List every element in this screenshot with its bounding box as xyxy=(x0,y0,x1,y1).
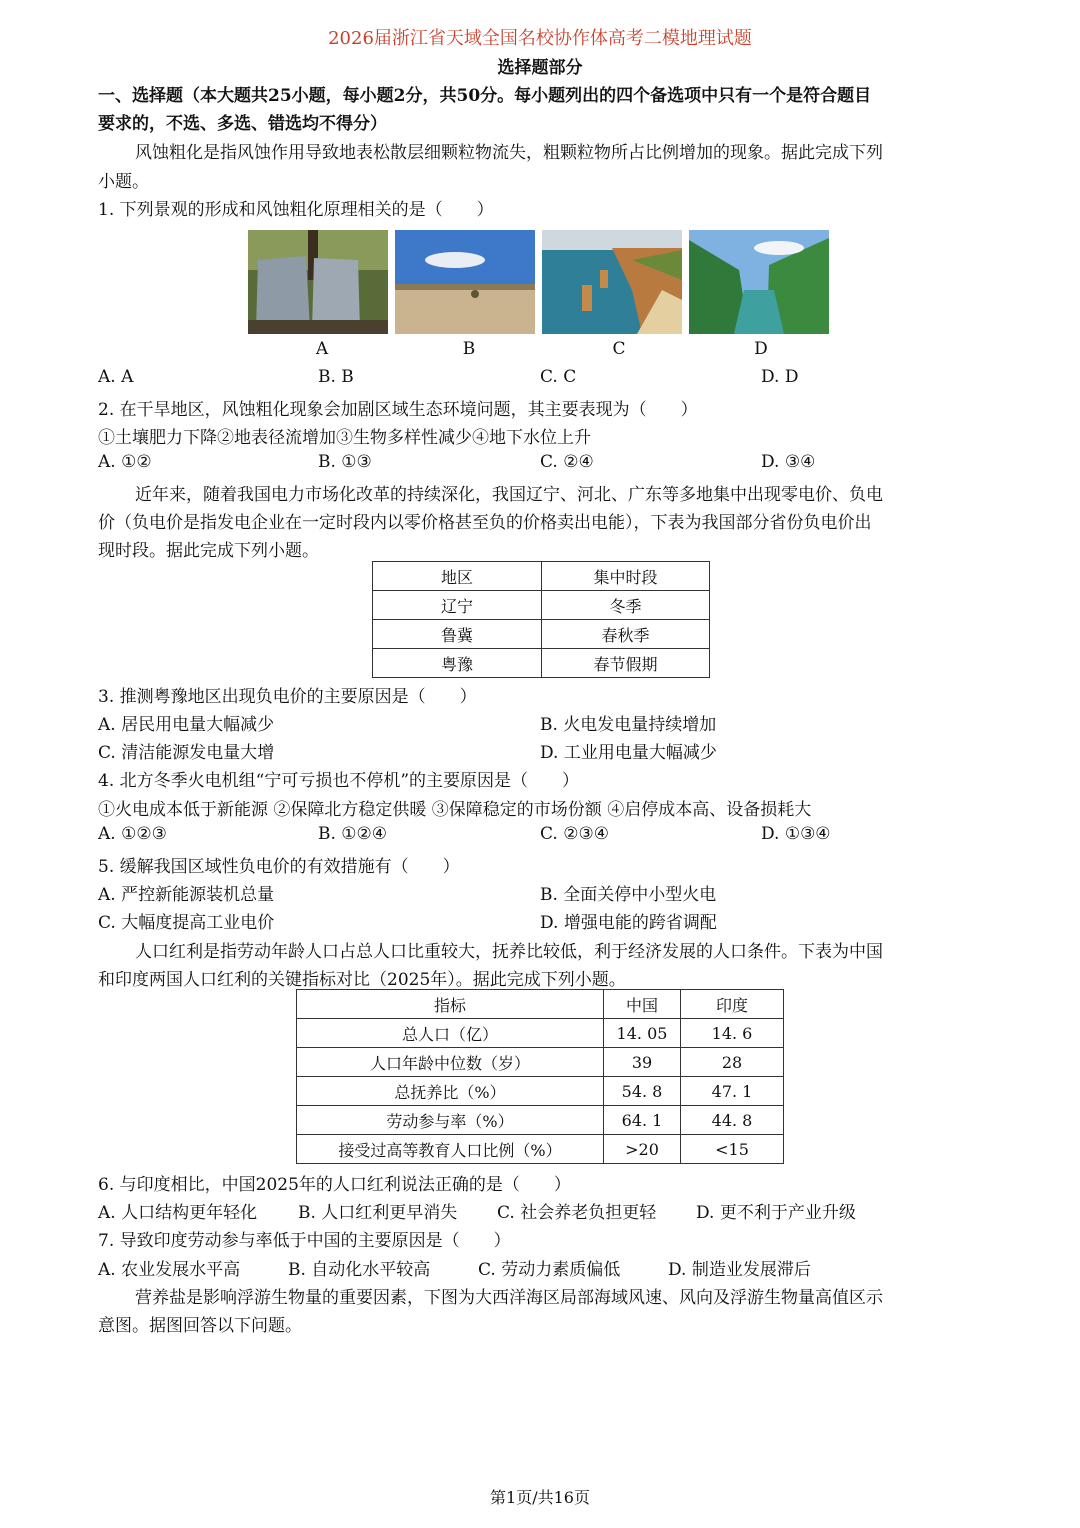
table-header-row xyxy=(373,562,710,591)
table-row xyxy=(297,1019,784,1048)
photo-label-d: D xyxy=(754,339,768,359)
q2-stem: 2. 在干旱地区，风蚀粗化现象会加剧区域生态环境问题，其主要表现为（ ） xyxy=(98,400,698,420)
q6-option-c: C. 社会养老负担更轻 xyxy=(497,1203,657,1223)
table-header-row xyxy=(297,990,784,1019)
intro1-line1: 风蚀粗化是指风蚀作用导致地表松散层细颗粒物流失，粗颗粒物所占比例增加的现象。据此完成下列 xyxy=(135,143,883,163)
photo-label-a: A xyxy=(315,339,329,359)
table-header-cell: 指标 xyxy=(297,990,604,1019)
table-row xyxy=(297,1135,784,1164)
table-cell: 人口年龄中位数（岁） xyxy=(297,1048,604,1077)
intro2-line3: 现时段。据此完成下列小题。 xyxy=(98,541,319,561)
table-cell: 47. 1 xyxy=(681,1077,784,1106)
intro3-line1: 人口红利是指劳动年龄人口占总人口比重较大，抚养比较低，利于经济发展的人口条件。下表为中国 xyxy=(135,942,883,962)
table-row xyxy=(297,1077,784,1106)
intro4-line2: 意图。据图回答以下问题。 xyxy=(98,1316,302,1336)
table-cell: <15 xyxy=(681,1135,784,1164)
table-row xyxy=(373,591,710,620)
table-cell: 14. 6 xyxy=(681,1019,784,1048)
table-cell: 44. 8 xyxy=(681,1106,784,1135)
table-cell: 总人口（亿） xyxy=(297,1019,604,1048)
q1-option-b: B. B xyxy=(318,367,354,387)
table-cell: 春节假期 xyxy=(542,649,710,678)
q3-option-d: D. 工业用电量大幅减少 xyxy=(540,743,717,763)
q2-option-c: C. ②④ xyxy=(540,452,594,472)
table-header-cell: 集中时段 xyxy=(542,562,710,591)
exam-title: 2026届浙江省天域全国名校协作体高考二模地理试题 xyxy=(328,28,752,49)
q5-option-d: D. 增强电能的跨省调配 xyxy=(540,913,717,933)
intro2-line2: 价（负电价是指发电企业在一定时段内以零价格甚至负的价格卖出电能），下表为我国部分省份负电价出 xyxy=(98,513,872,533)
q4-option-a: A. ①②③ xyxy=(98,824,167,844)
table-cell: 接受过高等教育人口比例（%） xyxy=(297,1135,604,1164)
q1-option-d: D. D xyxy=(761,367,799,387)
table-header-cell: 地区 xyxy=(373,562,542,591)
q4-option-c: C. ②③④ xyxy=(540,824,609,844)
table-cell: 春秋季 xyxy=(542,620,710,649)
table-cell: 劳动参与率（%） xyxy=(297,1106,604,1135)
q2-option-b: B. ①③ xyxy=(318,452,372,472)
q4-items: ①火电成本低于新能源 ②保障北方稳定供暖 ③保障稳定的市场份额 ④启停成本高、设备损耗大 xyxy=(98,800,812,820)
photo-d-river-gorge xyxy=(689,230,829,334)
table-cell: 总抚养比（%） xyxy=(297,1077,604,1106)
population-dividend-table xyxy=(296,989,784,1164)
intro3-line2: 和印度两国人口红利的关键指标对比（2025年）。据此完成下列小题。 xyxy=(98,970,626,990)
q4-stem: 4. 北方冬季火电机组“宁可亏损也不停机”的主要原因是（ ） xyxy=(98,771,580,791)
q7-option-b: B. 自动化水平较高 xyxy=(288,1260,431,1280)
table-cell: 54. 8 xyxy=(604,1077,681,1106)
section-heading-line2: 要求的，不选、多选、错选均不得分） xyxy=(98,114,387,134)
q4-option-b: B. ①②④ xyxy=(318,824,388,844)
table-cell: 28 xyxy=(681,1048,784,1077)
table-cell: 鲁冀 xyxy=(373,620,542,649)
table-header-cell: 印度 xyxy=(681,990,784,1019)
photo-label-c: C xyxy=(612,339,626,359)
q6-option-d: D. 更不利于产业升级 xyxy=(696,1203,856,1223)
q7-option-c: C. 劳动力素质偏低 xyxy=(478,1260,621,1280)
table-cell: 39 xyxy=(604,1048,681,1077)
table-row xyxy=(373,649,710,678)
photo-b-gravel-desert xyxy=(395,230,535,334)
q5-stem: 5. 缓解我国区域性负电价的有效措施有（ ） xyxy=(98,857,460,877)
q1-option-c: C. C xyxy=(540,367,577,387)
table-cell: 14. 05 xyxy=(604,1019,681,1048)
q4-option-d: D. ①③④ xyxy=(761,824,831,844)
table-cell: 辽宁 xyxy=(373,591,542,620)
table-row xyxy=(297,1106,784,1135)
table-row xyxy=(297,1048,784,1077)
q6-option-a: A. 人口结构更年轻化 xyxy=(98,1203,258,1223)
q7-stem: 7. 导致印度劳动参与率低于中国的主要原因是（ ） xyxy=(98,1231,511,1251)
q2-items: ①土壤肥力下降②地表径流增加③生物多样性减少④地下水位上升 xyxy=(98,428,591,448)
photo-a-stone-tablets xyxy=(248,230,388,334)
photo-c-sea-stacks xyxy=(542,230,682,334)
q3-option-c: C. 清洁能源发电量大增 xyxy=(98,743,275,763)
intro1-line2: 小题。 xyxy=(98,172,149,192)
q6-option-b: B. 人口红利更早消失 xyxy=(298,1203,458,1223)
intro2-line1: 近年来，随着我国电力市场化改革的持续深化，我国辽宁、河北、广东等多地集中出现零电价、负电 xyxy=(135,485,883,505)
q3-option-b: B. 火电发电量持续增加 xyxy=(540,715,717,735)
page-number: 第1页/共16页 xyxy=(490,1488,590,1507)
table-header-cell: 中国 xyxy=(604,990,681,1019)
table-row xyxy=(373,620,710,649)
q7-option-d: D. 制造业发展滞后 xyxy=(668,1260,811,1280)
q3-option-a: A. 居民用电量大幅减少 xyxy=(98,715,275,735)
table-cell: 粤豫 xyxy=(373,649,542,678)
q6-stem: 6. 与印度相比，中国2025年的人口红利说法正确的是（ ） xyxy=(98,1175,571,1195)
q3-stem: 3. 推测粤豫地区出现负电价的主要原因是（ ） xyxy=(98,687,477,707)
table-cell: 冬季 xyxy=(542,591,710,620)
q1-option-a: A. A xyxy=(98,367,134,387)
q7-option-a: A. 农业发展水平高 xyxy=(98,1260,241,1280)
section-subtitle: 选择题部分 xyxy=(497,58,583,78)
intro4-line1: 营养盐是影响浮游生物量的重要因素，下图为大西洋海区局部海域风速、风向及浮游生物量高值区示 xyxy=(135,1288,883,1308)
q2-option-a: A. ①② xyxy=(98,452,152,472)
q2-option-d: D. ③④ xyxy=(761,452,816,472)
q1-stem: 1. 下列景观的形成和风蚀粗化原理相关的是（ ） xyxy=(98,200,494,220)
photo-label-b: B xyxy=(462,339,476,359)
q5-option-a: A. 严控新能源装机总量 xyxy=(98,885,275,905)
section-heading-line1: 一、选择题（本大题共25小题，每小题2分，共50分。每小题列出的四个备选项中只有一个是符合题目 xyxy=(98,86,872,106)
negative-price-table xyxy=(372,561,710,678)
q5-option-c: C. 大幅度提高工业电价 xyxy=(98,913,275,933)
q5-option-b: B. 全面关停中小型火电 xyxy=(540,885,717,905)
table-cell: >20 xyxy=(604,1135,681,1164)
table-cell: 64. 1 xyxy=(604,1106,681,1135)
